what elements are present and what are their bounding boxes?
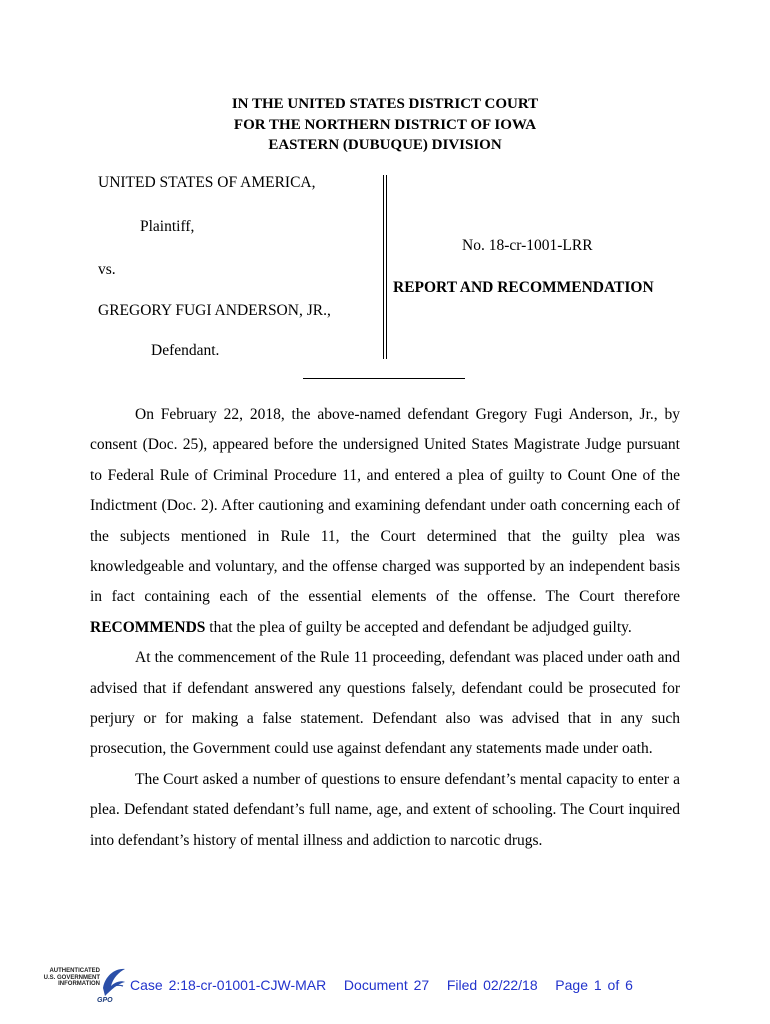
pacer-footer bbox=[130, 977, 633, 993]
paragraph-1-tail: that the plea of guilty be accepted and defendant be adjudged guilty. bbox=[205, 618, 632, 636]
gpo-eagle-icon bbox=[99, 966, 127, 998]
footer-page: Page 1 of 6 bbox=[555, 977, 633, 993]
document-body bbox=[90, 400, 680, 856]
plaintiff-name: UNITED STATES OF AMERICA, bbox=[98, 174, 316, 191]
paragraph-1-text: On February 22, 2018, the above-named defendant Gregory Fugi Anderson, Jr., by consent (Doc. 25), appeared before the undersigned United States Magistrate Judge pursuant to Federal Rule of Criminal Procedure 11, and entered a plea of guilty to Count One of the Indictment (Doc. 2). After cautioning and examining defendant under oath concerning each of the subjects mentioned in Rule 11, the Court determined that the guilty plea was knowledgeable and voluntary, and the offense charged was supported by an independent basis in fact containing each of the essential elements of the offense. The Court therefore bbox=[90, 406, 680, 606]
court-header bbox=[90, 94, 680, 156]
defendant-name: GREGORY FUGI ANDERSON, JR., bbox=[98, 302, 331, 319]
footer-document: Document 27 bbox=[343, 977, 430, 993]
document-title: REPORT AND RECOMMENDATION bbox=[393, 279, 654, 296]
case-number: No. 18-cr-1001-LRR bbox=[462, 237, 593, 254]
caption-divider bbox=[383, 175, 387, 359]
court-name: IN THE UNITED STATES DISTRICT COURT bbox=[231, 96, 539, 112]
court-district: FOR THE NORTHERN DISTRICT OF IOWA bbox=[233, 116, 537, 133]
paragraph-2: At the commencement of the Rule 11 proceeding, defendant was placed under oath and advised that if defendant answered any questions falsely, defendant could be prosecuted for perjury or for making a false statement. Defendant also was advised that in any such prosecution, the Government could use against defendant any statements made under oath. bbox=[90, 649, 680, 758]
paragraph-1 bbox=[90, 400, 680, 643]
recommends-emphasis: RECOMMENDS bbox=[90, 618, 206, 636]
plaintiff-role: Plaintiff, bbox=[140, 218, 195, 235]
footer-case: Case 2:18-cr-01001-CJW-MAR bbox=[130, 977, 327, 993]
paragraph-3: The Court asked a number of questions to ensure defendant’s mental capacity to enter a plea. Defendant stated defendant’s full name, age, and extent of schooling. The Court inquired into defendant’s history of mental illness and addiction to narcotic drugs. bbox=[90, 770, 680, 849]
seal-line-1: AUTHENTICATED bbox=[49, 968, 100, 974]
seal-line-2: U.S. GOVERNMENT bbox=[43, 974, 100, 981]
gpo-authenticated-seal bbox=[42, 966, 128, 1010]
seal-line-3: INFORMATION bbox=[58, 981, 100, 987]
defendant-role: Defendant. bbox=[151, 342, 220, 359]
versus-label: vs. bbox=[98, 261, 116, 278]
gpo-tag: GPO bbox=[97, 997, 113, 1004]
gpo-seal-text bbox=[42, 968, 100, 988]
separator-line bbox=[303, 378, 465, 379]
footer-filed: Filed 02/22/18 bbox=[446, 977, 538, 993]
court-division: EASTERN (DUBUQUE) DIVISION bbox=[268, 137, 502, 153]
